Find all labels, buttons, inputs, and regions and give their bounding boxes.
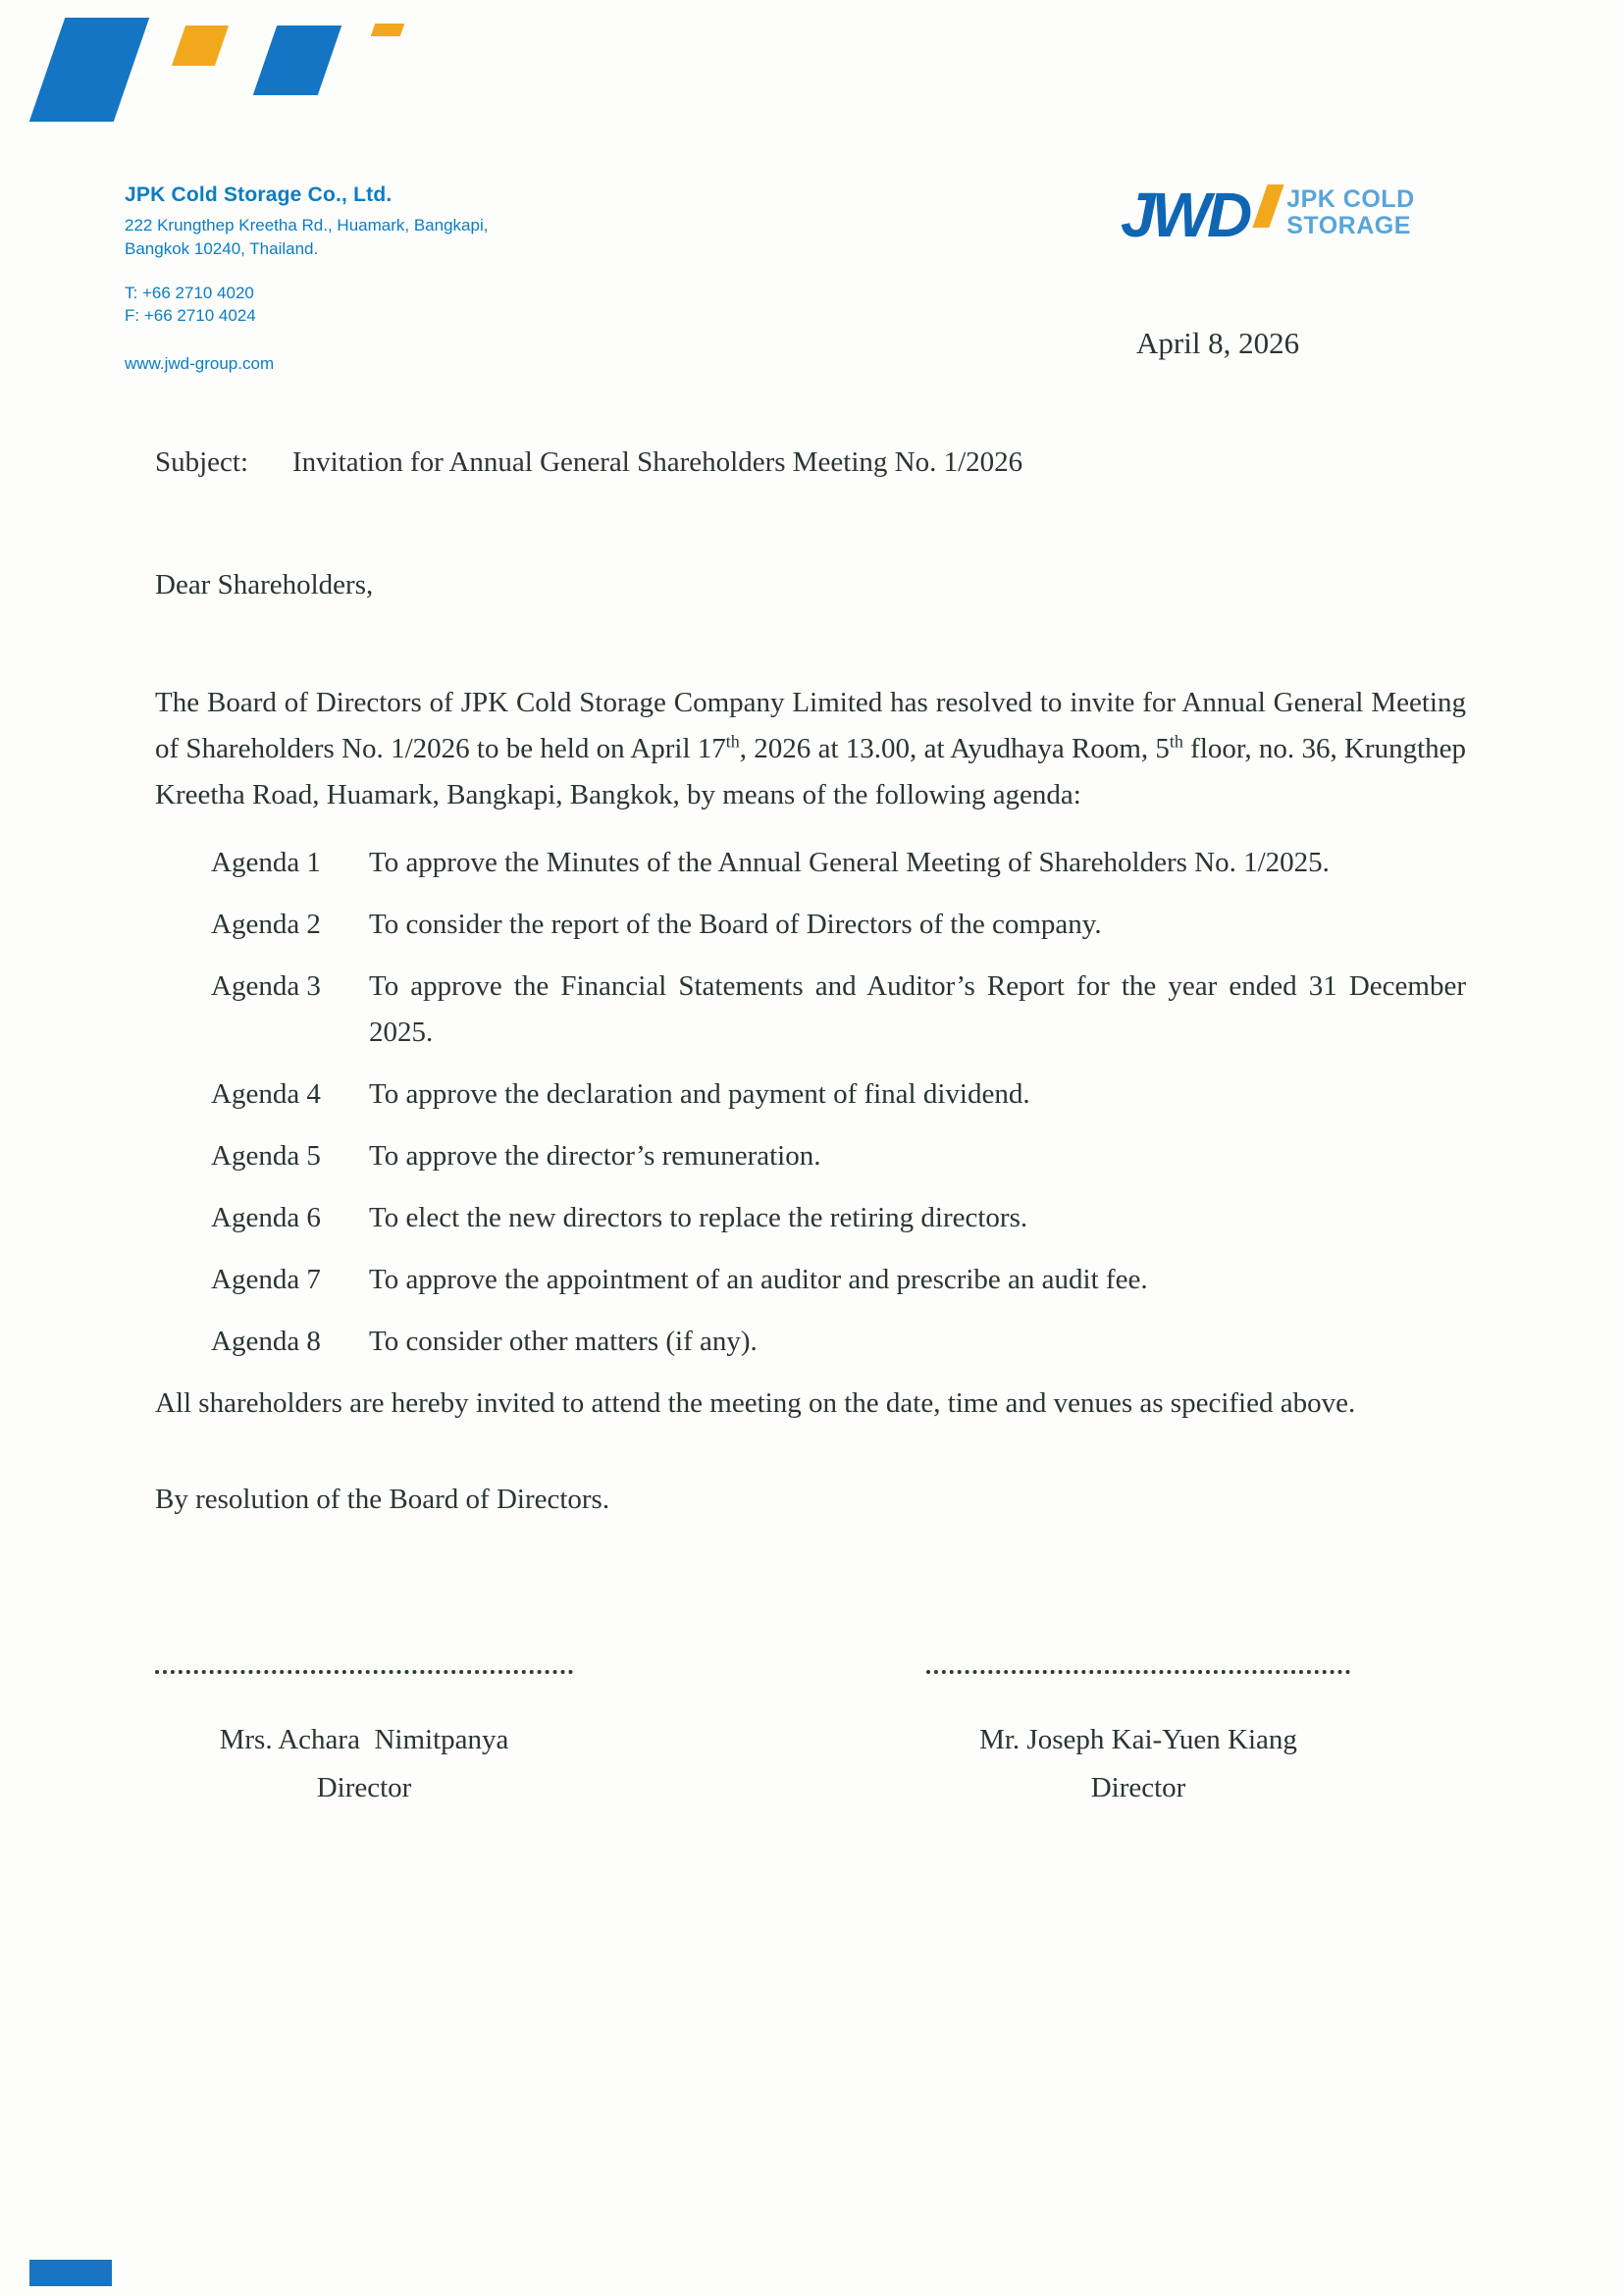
closing-paragraph: All shareholders are hereby invited to attend the meeting on the date, time and venues as specified above. <box>155 1387 1356 1419</box>
jwd-apostrophe-icon <box>1253 184 1284 228</box>
logo-parallelogram-orange-small-icon <box>172 26 229 66</box>
logo-parallelogram-blue-large-icon <box>29 18 149 122</box>
jwd-wordmark: JWD <box>1121 180 1249 250</box>
intro-part3: floor, no. 36, Krungthep Kreetha Road, Huamark, Bangkapi, Bangkok, by means of the following agenda: <box>155 733 1467 810</box>
jwd-brand-line1: JPK COLD <box>1286 185 1415 213</box>
agenda-text: To approve the director’s remuneration. <box>369 1140 821 1172</box>
jwd-brand-line2: STORAGE <box>1286 212 1411 239</box>
company-logo-marks <box>0 0 451 137</box>
signature-dotted-line <box>926 1670 1350 1674</box>
signatory-title: Director <box>316 1772 412 1803</box>
footer-logo-mark <box>29 2260 112 2286</box>
ordinal-suffix: th <box>1169 731 1183 752</box>
signatory-name: Mr. Joseph Kai-Yuen Kiang <box>979 1724 1297 1755</box>
agenda-row <box>155 840 1466 886</box>
agenda-text: To consider other matters (if any). <box>369 1326 758 1357</box>
subject-label: Subject: <box>155 446 249 478</box>
phone-number: T: +66 2710 4020 <box>125 284 254 302</box>
resolution-line: By resolution of the Board of Directors. <box>155 1484 610 1515</box>
ordinal-suffix: th <box>725 731 740 752</box>
signatory-name: Mrs. Achara Nimitpanya <box>219 1724 509 1755</box>
signatory-title: Director <box>1090 1772 1186 1803</box>
agenda-row <box>155 1257 1466 1303</box>
company-contacts <box>125 282 488 327</box>
agenda-row <box>155 902 1466 948</box>
company-address <box>125 214 488 261</box>
company-info-block <box>125 183 488 374</box>
company-address-line2: Bangkok 10240, Thailand. <box>125 239 319 258</box>
agenda-row <box>155 1195 1466 1241</box>
agenda-text: To consider the report of the Board of Directors of the company. <box>369 909 1102 940</box>
agenda-text: To approve the Minutes of the Annual General Meeting of Shareholders No. 1/2025. <box>369 847 1330 878</box>
website-url: www.jwd-group.com <box>125 354 275 373</box>
company-address-line1: 222 Krungthep Kreetha Rd., Huamark, Bangkapi, <box>125 216 489 235</box>
subject-text: Invitation for Annual General Shareholders Meeting No. 1/2026 <box>292 446 1023 478</box>
fax-number: F: +66 2710 4024 <box>125 306 256 325</box>
intro-part2: , 2026 at 13.00, at Ayudhaya Room, 5 <box>739 733 1170 764</box>
agenda-label: Agenda 4 <box>211 1078 321 1110</box>
salutation: Dear Shareholders, <box>155 569 374 600</box>
agenda-label: Agenda 3 <box>211 970 321 1002</box>
agenda-label: Agenda 1 <box>211 847 321 878</box>
signature-block <box>926 1670 1350 1811</box>
company-name: JPK Cold Storage Co., Ltd. <box>125 183 393 206</box>
agenda-label: Agenda 5 <box>211 1140 321 1172</box>
signature-block <box>155 1670 573 1811</box>
intro-part1: The Board of Directors of JPK Cold Storage Company Limited has resolved to invite for Annual General Meeting of Shareholders No. 1/2026 to be held on April 17 <box>155 687 1466 764</box>
agenda-row <box>155 1071 1466 1118</box>
agenda-list <box>155 840 1466 1365</box>
agenda-label: Agenda 2 <box>211 909 321 940</box>
agenda-label: Agenda 6 <box>211 1202 321 1233</box>
agenda-text: To approve the declaration and payment of final dividend. <box>369 1078 1030 1110</box>
signature-dotted-line <box>155 1670 573 1674</box>
subject-row <box>155 440 1466 486</box>
agenda-text: To approve the appointment of an auditor and prescribe an audit fee. <box>369 1264 1148 1295</box>
logo-parallelogram-blue-medium-icon <box>253 26 341 95</box>
agenda-row <box>155 964 1466 1056</box>
agenda-label: Agenda 8 <box>211 1326 321 1357</box>
letter-date: April 8, 2026 <box>1136 326 1300 360</box>
agenda-label: Agenda 7 <box>211 1264 321 1295</box>
jwd-brand-name <box>1286 186 1414 239</box>
agenda-row <box>155 1319 1466 1365</box>
agenda-text: To approve the Financial Statements and Auditor’s Report for the year ended 31 December 2025. <box>369 970 1466 1048</box>
agenda-row <box>155 1133 1466 1179</box>
intro-paragraph <box>155 680 1466 818</box>
letter-body <box>155 440 1466 1811</box>
agenda-text: To elect the new directors to replace the retiring directors. <box>369 1202 1028 1233</box>
logo-parallelogram-orange-tiny-icon <box>371 24 404 36</box>
jwd-logo <box>1121 180 1415 250</box>
signature-row <box>155 1670 1466 1811</box>
